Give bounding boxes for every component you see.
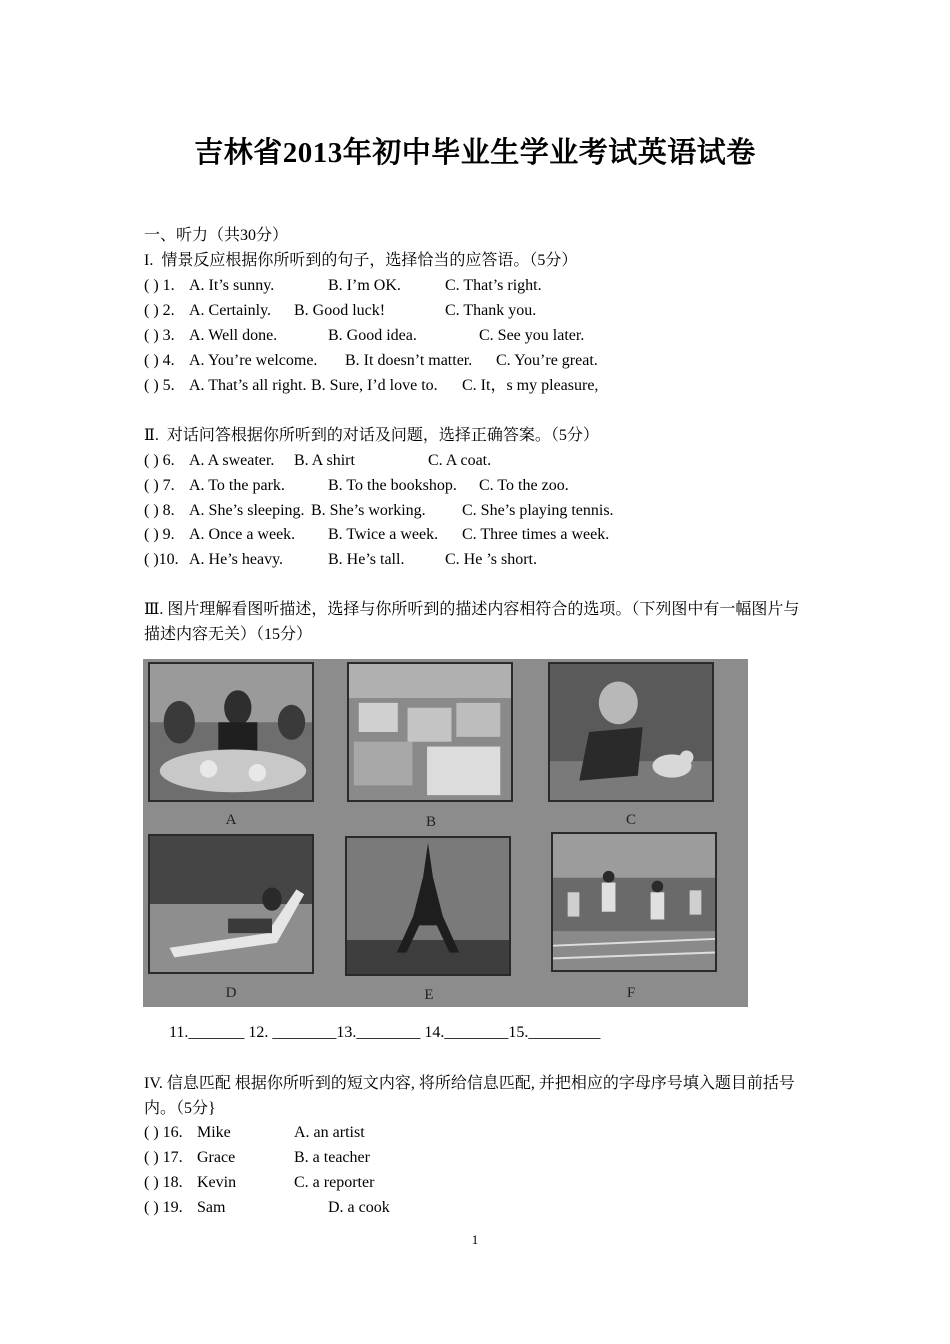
question-number: ( ) 4. [144, 352, 175, 369]
exam-title: 吉林省2013年初中毕业生学业考试英语试卷 [194, 137, 756, 169]
option-c: C. It，s my pleasure, [462, 377, 599, 394]
picture-label-e: E [424, 987, 434, 1003]
picture-d [148, 834, 314, 974]
option-a: A. Once a week. [189, 526, 296, 543]
person-name: Kevin [197, 1174, 237, 1191]
answer-blanks: 11._______ 12. ________13.________ 14.________15._________ [169, 1024, 601, 1041]
option-a: A. Well done. [189, 327, 278, 344]
question-number: ( ) 6. [144, 452, 175, 469]
option-b: B. He’s tall. [328, 551, 405, 568]
question-number: ( ) 16. [144, 1124, 183, 1141]
question-number: ( ) 9. [144, 526, 175, 543]
picture-label-a: A [225, 812, 237, 828]
question-number: ( ) 7. [144, 477, 175, 494]
option-c: C. She’s playing tennis. [462, 502, 614, 519]
option-a: A. Certainly. [189, 302, 272, 319]
option-c: C. To the zoo. [479, 477, 569, 494]
picture-a [148, 662, 314, 802]
eiffel-tower-image [347, 838, 509, 974]
option-a: A. To the park. [189, 477, 285, 494]
question-number: ( ) 18. [144, 1174, 183, 1191]
picture-label-b: B [425, 814, 436, 830]
picture-f [551, 832, 717, 972]
person-name: Sam [197, 1199, 226, 1216]
picture-c [548, 662, 714, 802]
option-a: A. A sweater. [189, 452, 275, 469]
match-option: B. a teacher [294, 1149, 370, 1166]
section3-heading: Ⅲ. 图片理解看图听描述，选择与你所听到的描述内容相符合的选项。（下列图中有一幅图片与描述内容无关）（15分） [144, 601, 800, 643]
option-a: A. It’s sunny. [189, 277, 275, 294]
option-b: B. To the bookshop. [328, 477, 457, 494]
option-c: C. He ’s short. [445, 551, 537, 568]
picture-grid [143, 659, 748, 1007]
picture-label-d: D [225, 985, 237, 1001]
picture-e [345, 836, 511, 976]
section1-heading: I. 情景反应根据你所听到的句子，选择恰当的应答语。（5分） [144, 252, 578, 269]
question-number: ( ) 3. [144, 327, 175, 344]
picture-b [347, 662, 513, 802]
picture-label-c: C [625, 812, 636, 828]
option-b: B. Good idea. [328, 327, 417, 344]
question-number: ( ) 2. [144, 302, 175, 319]
option-a: A. She’s sleeping. [189, 502, 305, 519]
person-name: Mike [197, 1124, 231, 1141]
option-c: C. See you later. [479, 327, 585, 344]
option-c: C. You’re great. [496, 352, 598, 369]
option-a: A. He’s heavy. [189, 551, 284, 568]
option-a: A. That’s all right. [189, 377, 307, 394]
option-c: C. Thank you. [445, 302, 537, 319]
option-b: B. Twice a week. [328, 526, 439, 543]
woman-with-dog-image [550, 664, 712, 800]
option-a: A. You’re welcome. [189, 352, 318, 369]
option-c: C. Three times a week. [462, 526, 610, 543]
beach-relaxing-image [150, 836, 312, 972]
option-c: C. A coat. [428, 452, 492, 469]
question-number: ( ) 17. [144, 1149, 183, 1166]
option-b: B. A shirt [294, 452, 355, 469]
question-number: ( )10. [144, 551, 179, 568]
picture-label-f: F [626, 985, 636, 1001]
match-option: C. a reporter [294, 1174, 375, 1191]
option-c: C. That’s right. [445, 277, 542, 294]
option-b: B. Good luck! [294, 302, 386, 319]
match-option: A. an artist [294, 1124, 365, 1141]
section4-heading: IV. 信息匹配 根据你所听到的短文内容, 将所给信息匹配, 并把相应的字母序号填入题目前括号内。（5分} [144, 1075, 795, 1117]
section2-heading: Ⅱ. 对话问答根据你所听到的对话及问题，选择正确答案。（5分） [144, 427, 599, 444]
option-b: B. Sure, I’d love to. [311, 377, 438, 394]
option-b: B. It doesn’t matter. [345, 352, 473, 369]
running-race-image [553, 834, 715, 970]
person-name: Grace [197, 1149, 236, 1166]
question-number: ( ) 5. [144, 377, 175, 394]
option-b: B. She’s working. [311, 502, 426, 519]
page-number: 1 [471, 1232, 479, 1247]
match-option: D. a cook [328, 1199, 390, 1216]
question-number: ( ) 1. [144, 277, 175, 294]
dinner-scene-image [150, 664, 312, 800]
part1-heading: 一、听力（共30分） [144, 227, 289, 244]
question-number: ( ) 19. [144, 1199, 183, 1216]
question-number: ( ) 8. [144, 502, 175, 519]
traffic-jam-image [349, 664, 511, 800]
option-b: B. I’m OK. [328, 277, 401, 294]
